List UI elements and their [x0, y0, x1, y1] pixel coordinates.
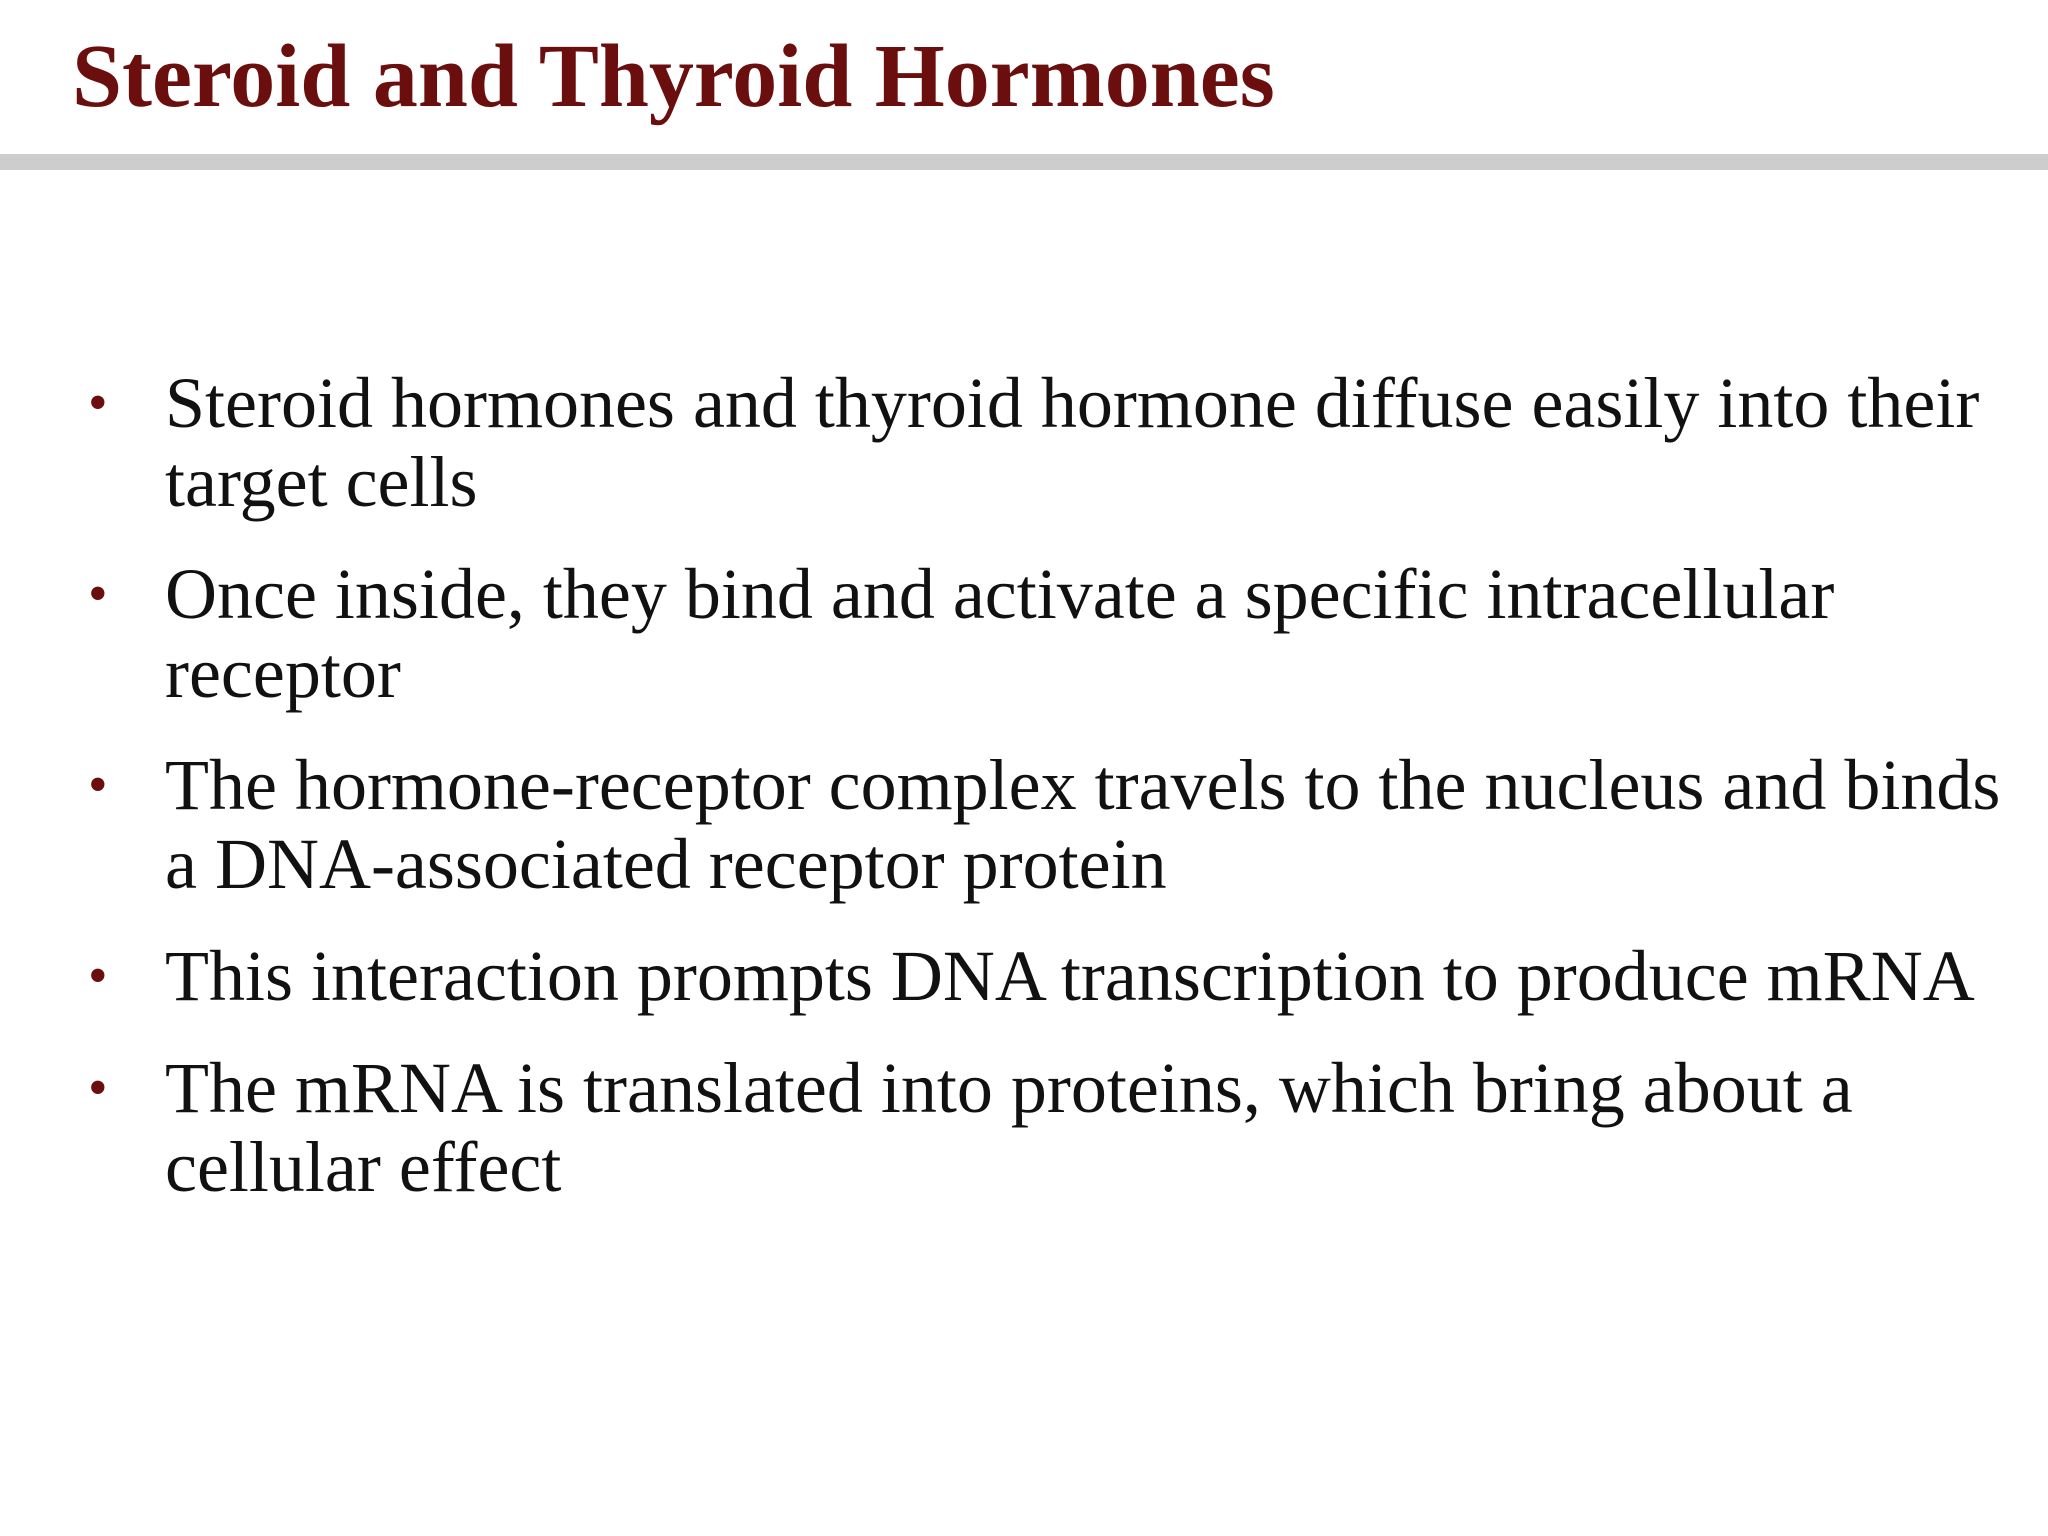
bullet-text: Steroid hormones and thyroid hormone diffuse easily into their target cells	[165, 363, 1980, 522]
bullet-text: This interaction prompts DNA transcription to produce mRNA	[165, 936, 1975, 1016]
bullet-item	[0, 937, 2048, 1016]
bullet-dot-icon: •	[88, 1057, 108, 1119]
bullet-list	[0, 364, 2048, 1240]
bullet-dot-icon: •	[88, 945, 108, 1007]
bullet-item	[0, 746, 2048, 904]
bullet-dot-icon: •	[88, 372, 108, 434]
bullet-item	[0, 555, 2048, 713]
bullet-dot-icon: •	[88, 563, 108, 625]
slide-title: Steroid and Thyroid Hormones	[72, 27, 1275, 126]
bullet-item	[0, 1049, 2048, 1207]
title-divider	[0, 154, 2048, 170]
bullet-text: Once inside, they bind and activate a specific intracellular receptor	[165, 554, 1835, 713]
bullet-item	[0, 364, 2048, 522]
bullet-text: The hormone-receptor complex travels to the nucleus and binds a DNA-associated receptor protein	[165, 745, 2001, 904]
bullet-text: The mRNA is translated into proteins, which bring about a cellular effect	[165, 1048, 1853, 1207]
bullet-dot-icon: •	[88, 754, 108, 816]
